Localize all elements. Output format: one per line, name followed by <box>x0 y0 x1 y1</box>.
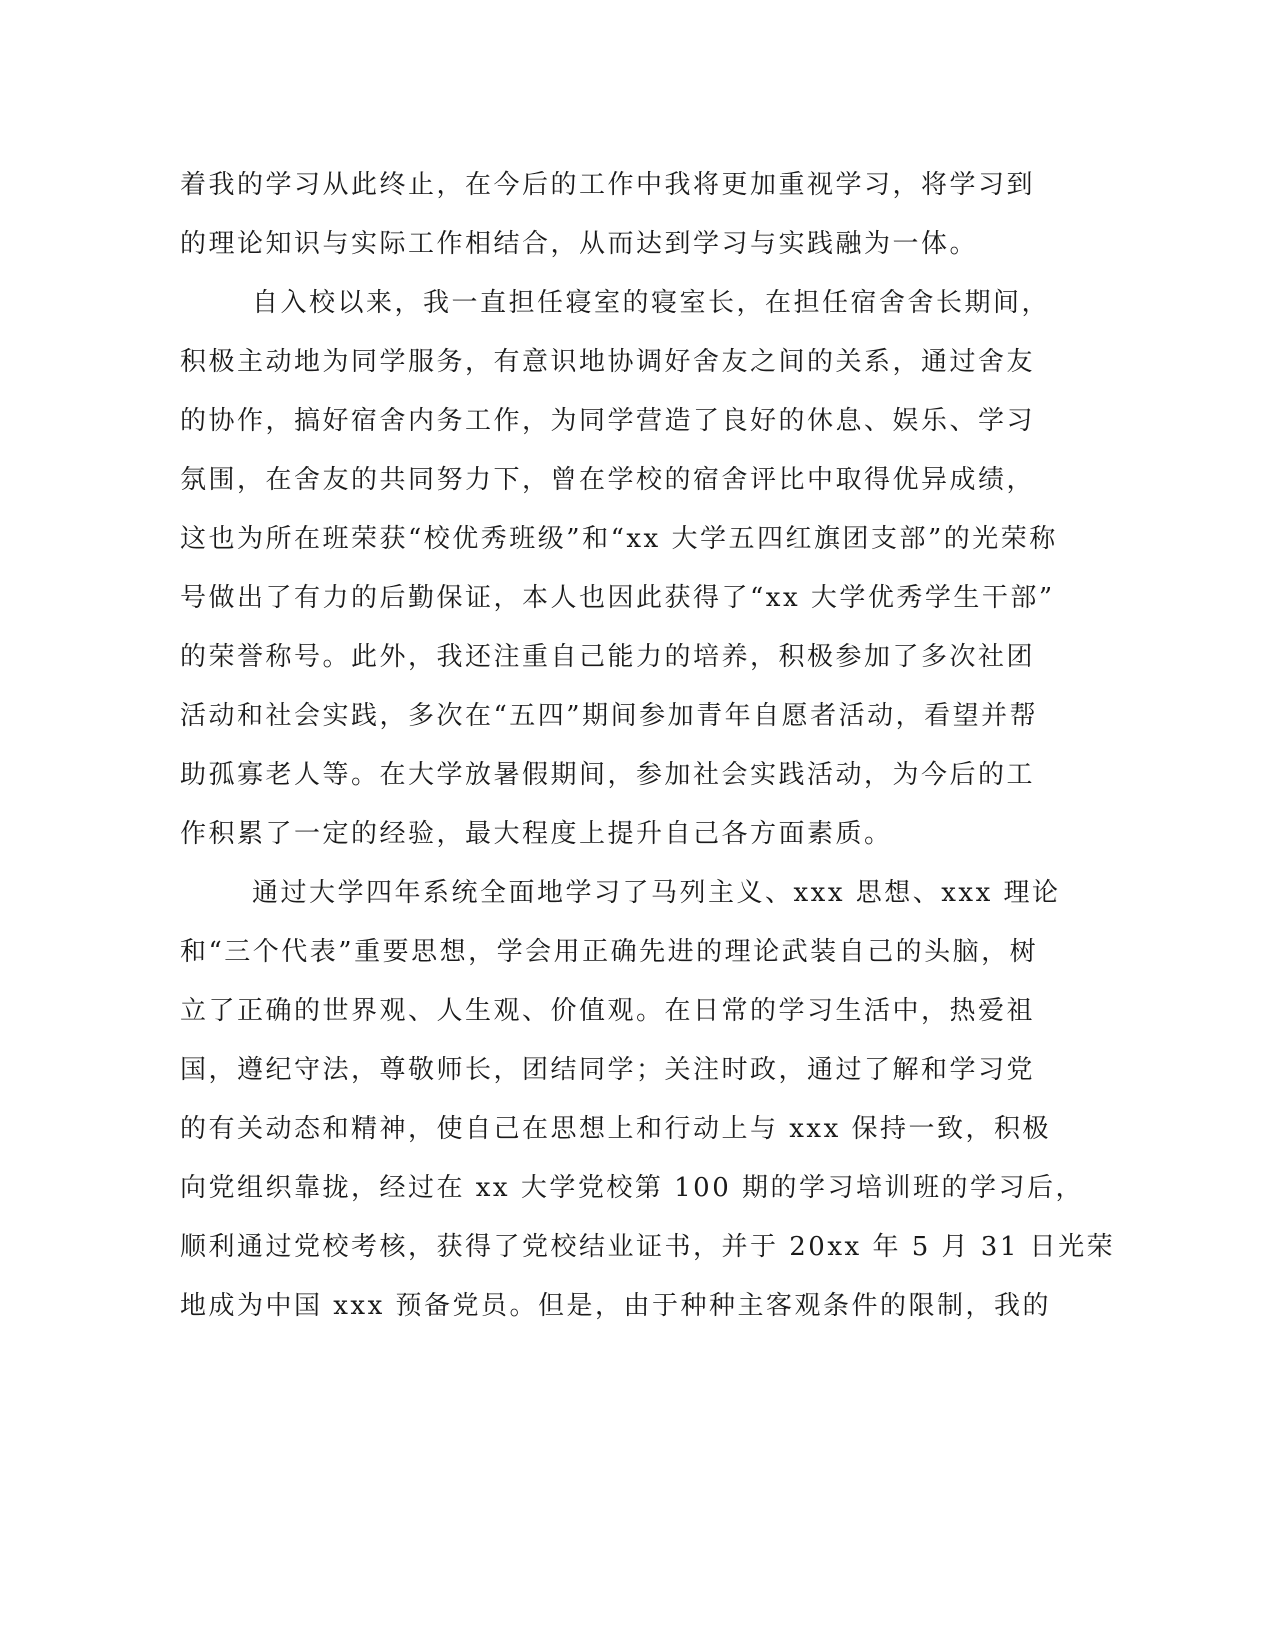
text-line: 积极主动地为同学服务，有意识地协调好舍友之间的关系，通过舍友 <box>180 347 1036 377</box>
paragraph-start-line: 通过大学四年系统全面地学习了马列主义、xxx 思想、xxx 理论 <box>252 878 1061 908</box>
text-line: 的理论知识与实际工作相结合，从而达到学习与实践融为一体。 <box>180 229 979 259</box>
text-line: 助孤寡老人等。在大学放暑假期间，参加社会实践活动，为今后的工 <box>180 760 1036 790</box>
text-line: 氛围，在舍友的共同努力下，曾在学校的宿舍评比中取得优异成绩， <box>180 465 1036 495</box>
text-line: 国，遵纪守法，尊敬师长，团结同学；关注时政，通过了解和学习党 <box>180 1055 1036 1085</box>
text-line: 着我的学习从此终止，在今后的工作中我将更加重视学习，将学习到 <box>180 170 1036 200</box>
text-line: 的荣誉称号。此外，我还注重自己能力的培养，积极参加了多次社团 <box>180 642 1036 672</box>
text-line: 的有关动态和精神，使自己在思想上和行动上与 xxx 保持一致，积极 <box>180 1114 1052 1144</box>
text-line: 的协作，搞好宿舍内务工作，为同学营造了良好的休息、娱乐、学习 <box>180 406 1036 436</box>
body-text <box>180 156 1116 1336</box>
text-line: 地成为中国 xxx 预备党员。但是，由于种种主客观条件的限制，我的 <box>180 1291 1052 1321</box>
text-line: 这也为所在班荣获“校优秀班级”和“xx 大学五四红旗团支部”的光荣称 <box>180 524 1058 554</box>
text-line: 活动和社会实践，多次在“五四”期间参加青年自愿者活动，看望并帮 <box>180 701 1039 731</box>
text-line: 号做出了有力的后勤保证，本人也因此获得了“xx 大学优秀学生干部” <box>180 583 1055 613</box>
text-line: 和“三个代表”重要思想，学会用正确先进的理论武装自己的头脑，树 <box>180 937 1039 967</box>
paragraph-start-line: 自入校以来，我一直担任寝室的寝室长，在担任宿舍舍长期间， <box>252 288 1051 318</box>
text-line: 立了正确的世界观、人生观、价值观。在日常的学习生活中，热爱祖 <box>180 996 1036 1026</box>
text-line: 向党组织靠拢，经过在 xx 大学党校第 100 期的学习培训班的学习后， <box>180 1173 1085 1203</box>
text-line: 作积累了一定的经验，最大程度上提升自己各方面素质。 <box>180 819 893 849</box>
text-line: 顺利通过党校考核，获得了党校结业证书，并于 20xx 年 5 月 31 日光荣 <box>180 1232 1116 1262</box>
